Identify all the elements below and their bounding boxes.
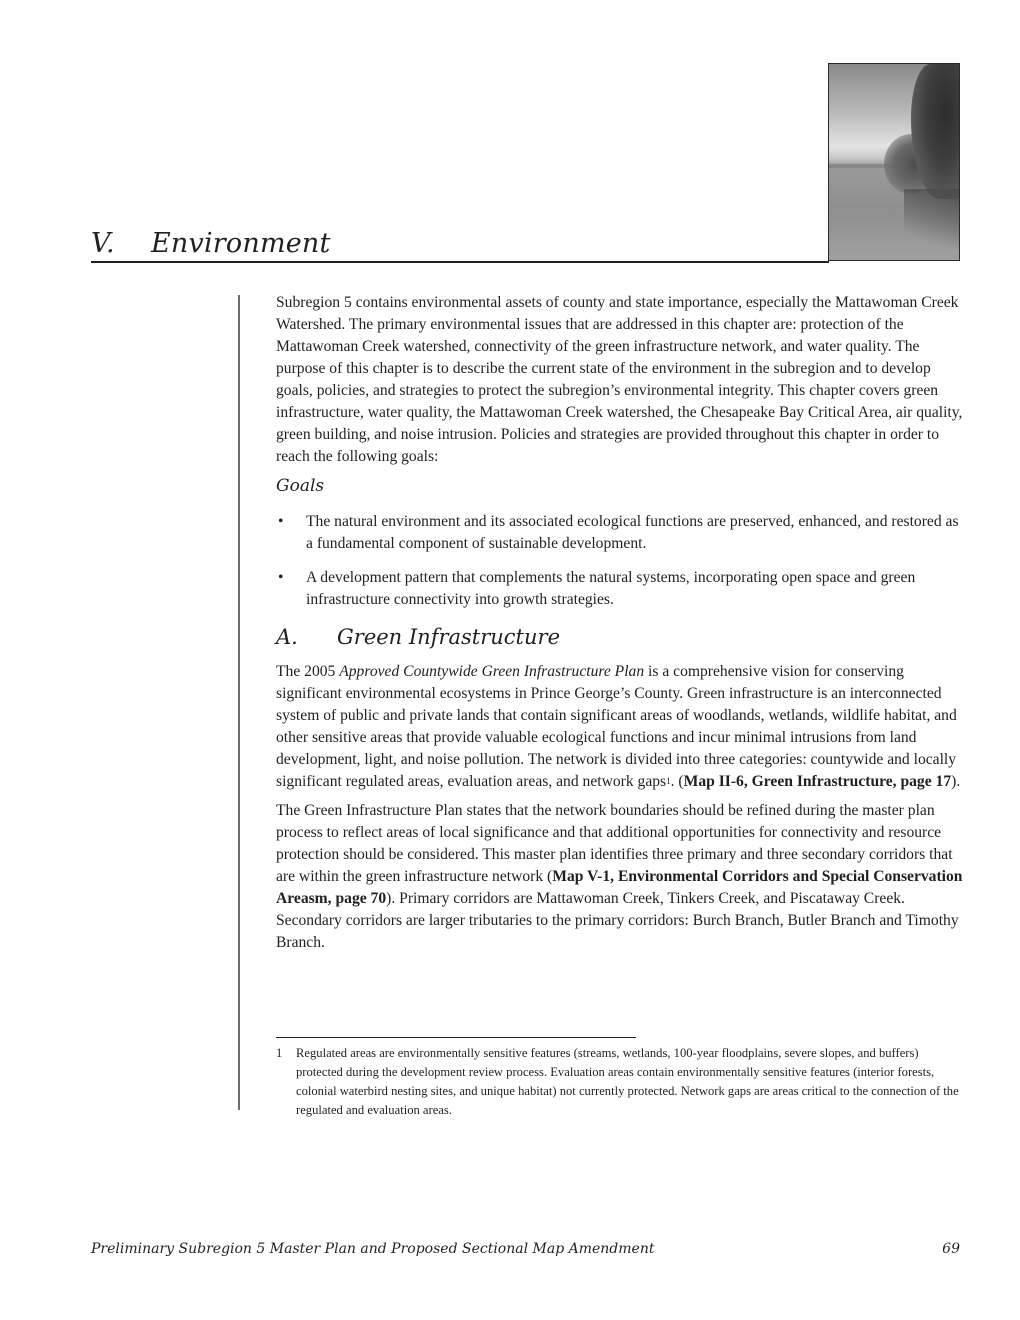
bullet-icon: • (278, 569, 284, 586)
text-run: ). Primary corridors are Mattawoman Creek, Tinkers Creek, and Piscataway Creek. Secondary corridors are larger tributaries to the primary corridors: Burch Branch, Butler Branch and Timothy Branch. (276, 890, 959, 951)
text-run: The 2005 (276, 663, 340, 680)
footer-title: Preliminary Subregion 5 Master Plan and Proposed Sectional Map Amendment (91, 1241, 655, 1257)
footnote-number: 1 (276, 1046, 283, 1060)
bullet-icon: • (278, 513, 284, 530)
footnote-ref[interactable]: 1 (666, 776, 671, 786)
footnote-rule (276, 1037, 636, 1038)
photo-shadow (904, 189, 959, 249)
footnote-text: Regulated areas are environmentally sensitive features (streams, wetlands, 100-year floodplains, severe slopes, and buffers) protected during the development review process. Evaluation areas contain environmentally sensitive features (interior forests, colonial waterbird nesting sites, and unique habitat) not currently protected. Network gaps are areas critical to the connection of the regulated and evaluation areas. (296, 1046, 959, 1117)
section-title: Green Infrastructure (337, 625, 560, 649)
goal-text: The natural environment and its associated ecological functions are preserved, enhanced, and restored as a fundamental component of sustainable development. (306, 513, 959, 552)
map-reference: Map V-1, Environmental Corridors and Special Conservation Areasm, page 70 (276, 868, 963, 907)
text-run: . ( (670, 773, 684, 790)
plan-title: Approved Countywide Green Infrastructure Plan (339, 663, 645, 680)
intro-paragraph: Subregion 5 contains environmental assets of county and state importance, especially the Mattawoman Creek Watershed. The primary environmental issues that are addressed in this chapter are: protection of the Mattawoman Creek watershed, connectivity of the green infrastructure network, and water quality. The purpose of this chapter is to describe the current state of the environment in the subregion and to develop goals, policies, and strategies to protect the subregion’s environmental integrity. This chapter covers green infrastructure, water quality, the Mattawoman Creek watershed, the Chesapeake Bay Critical Area, air quality, green building, and noise intrusion. Policies and strategies are provided throughout this chapter in order to reach the following goals: (276, 294, 963, 465)
goal-item (276, 511, 966, 555)
margin-rule (238, 295, 240, 1110)
goal-item (276, 567, 966, 611)
green-infrastructure-paragraph-1 (276, 661, 966, 793)
chapter-number: V. (91, 228, 115, 259)
page-number: 69 (942, 1241, 960, 1257)
text-run: ). (951, 773, 961, 790)
goals-heading: Goals (276, 476, 325, 496)
chapter-photo (828, 63, 960, 261)
chapter-title (91, 228, 331, 259)
green-infrastructure-paragraph-2 (276, 800, 966, 954)
footnote (276, 1044, 966, 1120)
goals-list (276, 511, 966, 611)
main-content (276, 292, 966, 961)
goal-text: A development pattern that complements the natural systems, incorporating open space and green infrastructure connectivity into growth strategies. (306, 569, 916, 608)
text-run: The Green Infrastructure Plan states that the network boundaries should be refined during the master plan process to reflect areas of local significance and that additional opportunities for connectivity and resource protection should be considered. This master plan identifies three primary and three secondary corridors that are within the green infrastructure network ( (276, 802, 953, 885)
map-reference: Map II-6, Green Infrastructure, page 17 (683, 773, 952, 790)
title-rule (91, 261, 829, 263)
section-number: A. (276, 625, 298, 649)
section-heading (276, 623, 966, 651)
chapter-title-text: Environment (151, 228, 331, 259)
text-run: is a comprehensive vision for conserving significant environmental ecosystems in Prince George’s County. Green infrastructure is an interconnected system of public and private lands that contain significant areas of woodlands, wetlands, wildlife habitat, and other sensitive areas that provide valuable ecological functions and incur minimal intrusions from land development, light, and noise pollution. The network is divided into three categories: countywide and locally significant regulated areas, evaluation areas, and network gaps (276, 663, 957, 790)
